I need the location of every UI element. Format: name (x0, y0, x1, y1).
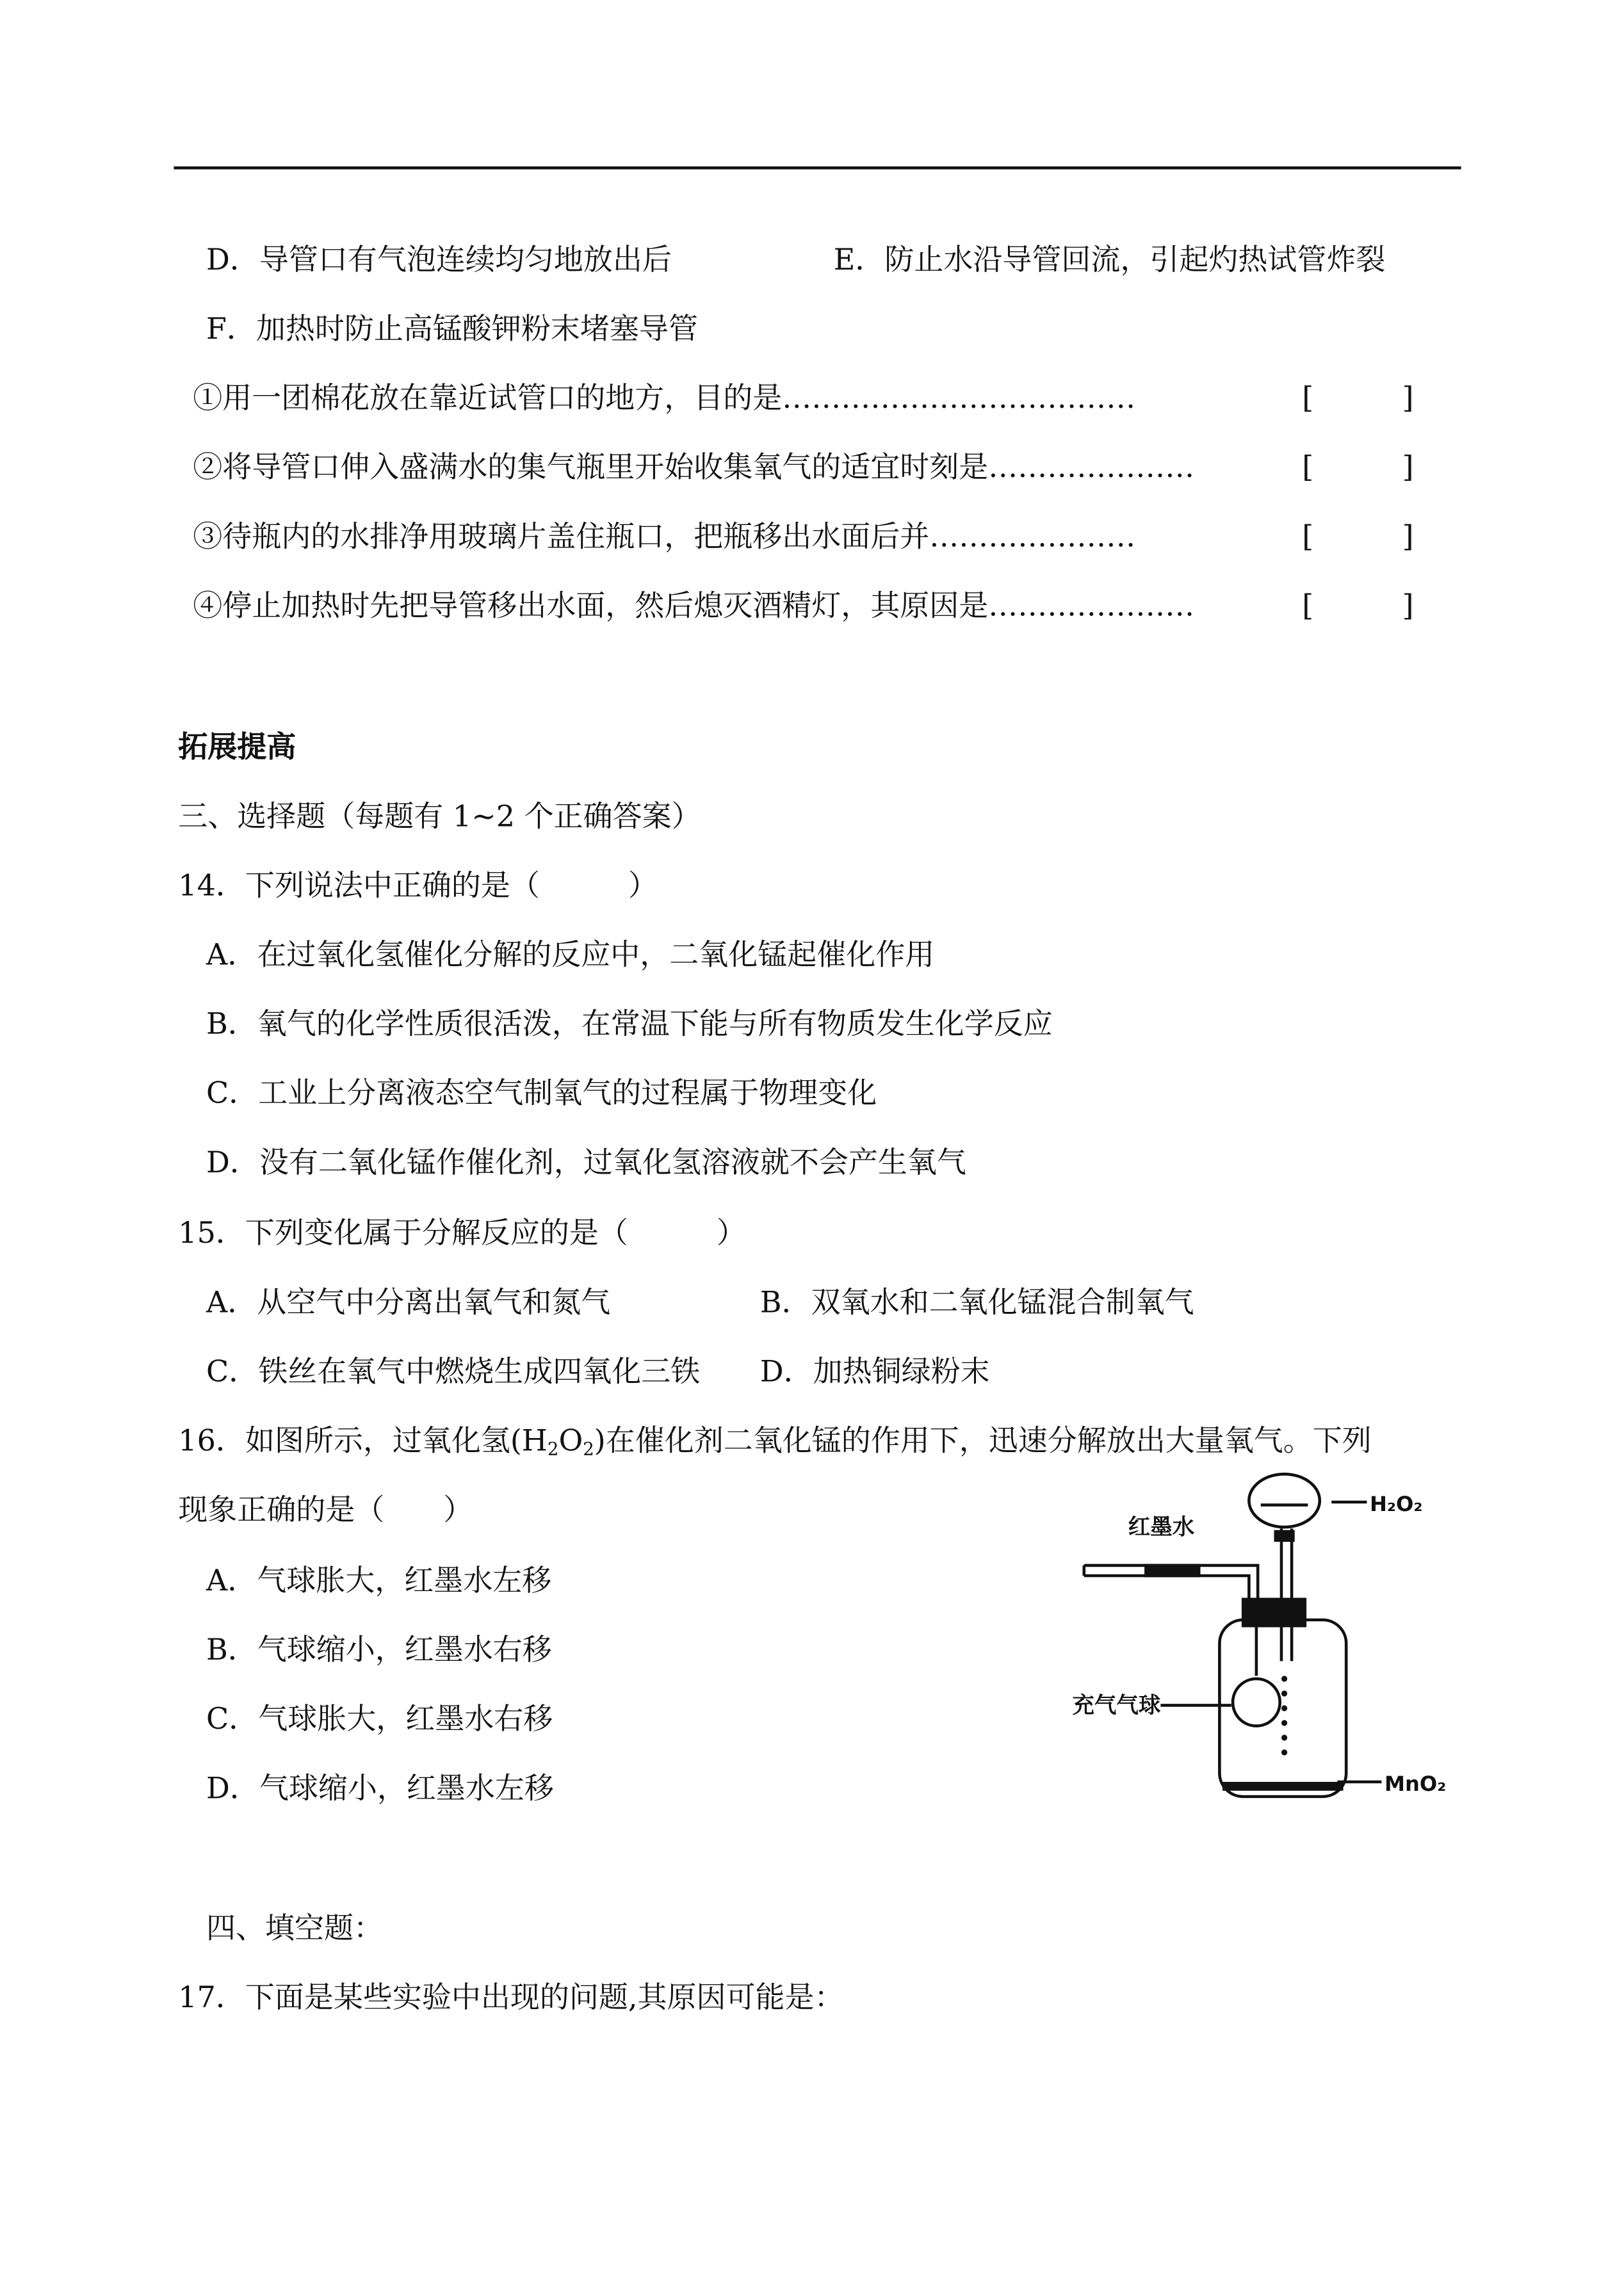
q14-option-b: B．氧气的化学性质很活泼，在常温下能与所有物质发生化学反应 (206, 1005, 1053, 1042)
bracket-open: [ (1302, 449, 1314, 485)
label-balloon: 充气气球 (1072, 1692, 1161, 1718)
q14-option-a: A．在过氧化氢催化分解的反应中，二氧化锰起催化作用 (206, 936, 935, 972)
q14-stem: 14．下列说法中正确的是（ ） (178, 867, 658, 903)
q15-option-a: A．从空气中分离出氧气和氮气 (206, 1284, 611, 1320)
separatory-funnel (1249, 1474, 1319, 1527)
bracket-open: [ (1302, 380, 1314, 416)
section-heading-fill: 四、填空题： (206, 1910, 383, 1946)
bracket-close: ] (1402, 380, 1414, 416)
option-f-prev: F．加热时防止高锰酸钾粉末堵塞导管 (206, 311, 698, 346)
bracket-open: [ (1302, 587, 1314, 623)
q17-stem: 17．下面是某些实验中出现的问题,其原因可能是： (178, 1979, 844, 2015)
q15-stem: 15．下列变化属于分解反应的是（ ） (178, 1215, 746, 1250)
apparatus-figure (1069, 1469, 1470, 1814)
q15-option-d: D．加热铜绿粉末 (759, 1353, 990, 1389)
bracket-close: ] (1402, 587, 1414, 623)
q14-option-d: D．没有二氧化锰作催化剂，过氧化氢溶液就不会产生氧气 (206, 1144, 966, 1180)
red-ink-drop (1146, 1565, 1199, 1576)
q16-option-d: D．气球缩小，红墨水左移 (206, 1770, 554, 1806)
bracket-open: [ (1302, 518, 1314, 554)
option-e-prev: E．防止水沿导管回流，引起灼热试管炸裂 (833, 241, 1386, 277)
option-d-prev: D．导管口有气泡连续均匀地放出后 (206, 241, 672, 277)
matching-text: ②将导管口伸入盛满水的集气瓶里开始收集氧气的适宜时刻是………………… (193, 449, 1195, 485)
bracket-close: ] (1402, 518, 1414, 554)
label-mno2: MnO₂ (1384, 1771, 1447, 1796)
q15-option-c: C．铁丝在氧气中燃烧生成四氧化三铁 (206, 1353, 701, 1389)
matching-text: ④停止加热时先把导管移出水面，然后熄灭酒精灯，其原因是………………… (193, 587, 1195, 623)
q16-option-c: C．气球胀大，红墨水右移 (206, 1701, 553, 1736)
q16-stem: 16．如图所示，过氧化氢$(H_2O_2)$在催化剂二氧化锰的作用下，迅速分解放出大量氧气。下列 (178, 1422, 1372, 1460)
q16-option-a: A．气球胀大，红墨水左移 (206, 1562, 552, 1598)
stopper (1243, 1599, 1305, 1626)
q14-option-c: C．工业上分离液态空气制氧气的过程属于物理变化 (206, 1075, 877, 1111)
bracket-close: ] (1402, 449, 1414, 485)
matching-text: ①用一团棉花放在靠近试管口的地方，目的是……………………………… (193, 380, 1136, 416)
label-red-ink: 红墨水 (1128, 1514, 1195, 1540)
section-heading-extend: 拓展提高 (178, 729, 296, 764)
q16-stem-line2: 现象正确的是（ ） (178, 1491, 473, 1528)
matching-text: ③待瓶内的水排净用玻璃片盖住瓶口，把瓶移出水面后并………………… (193, 518, 1136, 554)
section-heading-choice: 三、选择题（每题有 1~2 个正确答案） (178, 798, 701, 834)
mno2-layer (1222, 1782, 1344, 1791)
q16-option-b: B．气球缩小，红墨水右移 (206, 1631, 552, 1667)
label-h2o2: H₂O₂ (1370, 1491, 1423, 1516)
q15-option-b: B．双氧水和二氧化锰混合制氧气 (759, 1284, 1194, 1320)
delivery-tube-bottom (1084, 1576, 1249, 1602)
balloon (1233, 1679, 1280, 1726)
header-rule (174, 166, 1461, 170)
